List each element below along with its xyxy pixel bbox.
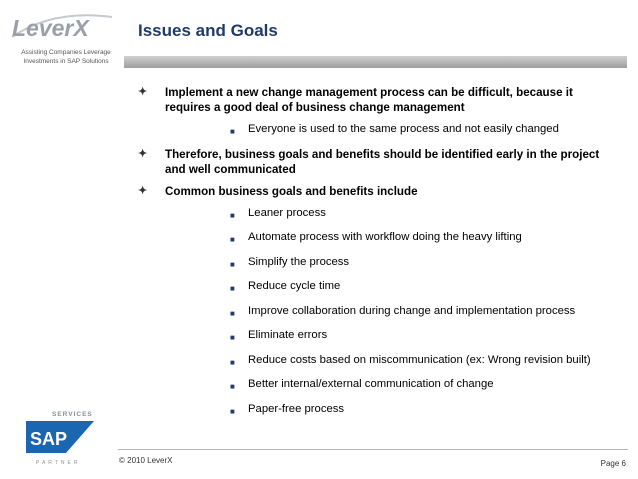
sub-bullet-text: Simplify the process xyxy=(248,255,350,268)
sub-bullet-text: Leaner process xyxy=(248,206,326,219)
square-bullet-icon: ■ xyxy=(230,235,235,244)
partner-text: PARTNER xyxy=(36,460,81,466)
square-bullet-icon: ■ xyxy=(230,284,235,293)
footer-copyright: © 2010 LeverX xyxy=(119,456,173,465)
square-bullet-icon: ■ xyxy=(230,382,235,391)
bullet-text: Therefore, business goals and benefits should be identified early in the project and well communicated xyxy=(165,147,600,176)
sub-bullet-text: Eliminate errors xyxy=(248,329,328,341)
sub-bullet-point xyxy=(230,353,608,370)
bullet-text: Common business goals and benefits include xyxy=(165,184,418,198)
tagline xyxy=(4,48,128,66)
sub-bullet-text: Automate process with workflow doing the heavy lifting xyxy=(248,231,522,243)
star-bullet-icon: ✦ xyxy=(138,147,148,160)
sub-bullet-point xyxy=(230,279,608,296)
page-number: Page 6 xyxy=(600,459,626,468)
square-bullet-icon: ■ xyxy=(230,357,235,367)
star-bullet-icon: ✦ xyxy=(138,184,148,197)
footer-divider xyxy=(118,449,628,450)
logo-text: LeverX xyxy=(12,15,89,41)
slide-title: Issues and Goals xyxy=(138,21,278,40)
bullet-point xyxy=(138,85,608,115)
sub-bullet-point xyxy=(230,377,608,394)
tagline-line-1: Assisting Companies Leverage xyxy=(21,49,111,56)
tagline-line-2: Investments in SAP Solutions xyxy=(23,58,109,65)
sub-bullet-point xyxy=(230,328,608,345)
sub-bullet-text: Reduce cycle time xyxy=(248,280,341,292)
sub-bullet-text: Everyone is used to the same process and not easily changed xyxy=(248,123,559,135)
sub-bullet-point xyxy=(230,230,608,247)
star-bullet-icon: ✦ xyxy=(138,86,148,98)
leverx-logo xyxy=(8,3,118,47)
sub-bullet-text: Reduce costs based on miscommunication (ex: Wrong revision built) xyxy=(248,353,591,366)
sub-bullet-point xyxy=(230,255,608,272)
square-bullet-icon: ■ xyxy=(230,406,235,416)
sap-text: SAP xyxy=(30,429,68,449)
sap-services-partner-logo xyxy=(22,407,98,469)
sub-bullet-point xyxy=(230,304,608,321)
square-bullet-icon: ■ xyxy=(230,333,235,342)
slide-content xyxy=(138,85,608,426)
sub-bullet-text: Paper-free process xyxy=(248,402,345,415)
bullet-point xyxy=(138,184,608,199)
square-bullet-icon: ■ xyxy=(230,127,235,136)
square-bullet-icon: ■ xyxy=(230,259,235,269)
sub-bullet-text: Improve collaboration during change and implementation process xyxy=(248,304,576,317)
title-divider-bar xyxy=(124,56,627,68)
bullet-text: Implement a new change management process can be difficult, because it requires a good deal of business change management xyxy=(165,86,573,114)
sub-bullet-point xyxy=(230,402,608,419)
bullet-point xyxy=(138,147,608,177)
sub-bullet-text: Better internal/external communication of change xyxy=(248,378,494,390)
square-bullet-icon: ■ xyxy=(230,308,235,318)
square-bullet-icon: ■ xyxy=(230,210,235,220)
sub-bullet-point xyxy=(230,206,608,223)
sub-bullet-point xyxy=(230,122,608,139)
services-text: SERVICES xyxy=(52,411,93,418)
